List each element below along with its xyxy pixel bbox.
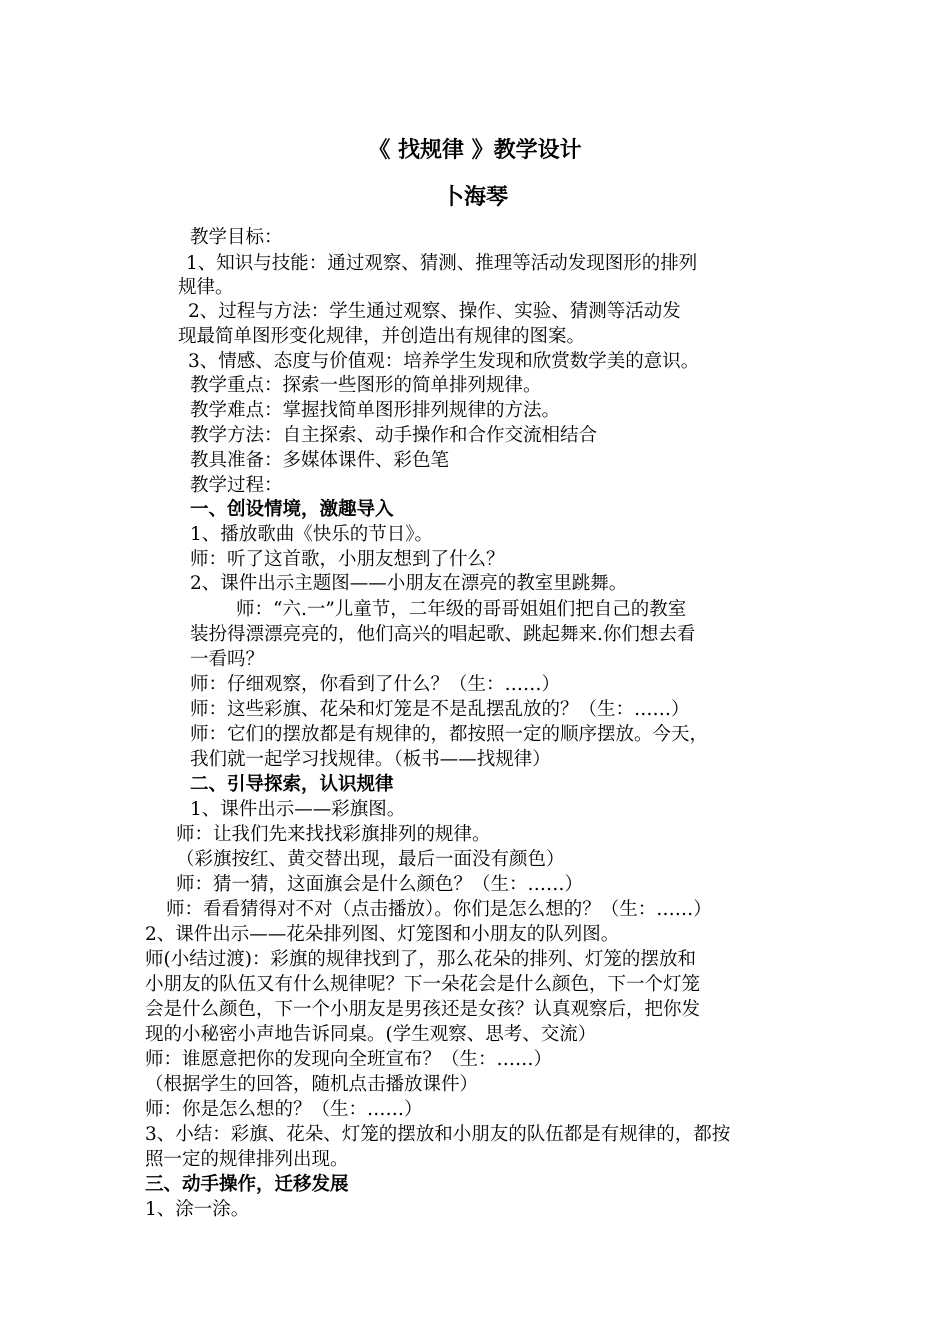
text-line: 规律。 <box>178 277 234 298</box>
section-heading: 三、动手操作，迁移发展 <box>145 1174 349 1195</box>
text-line: 会是什么颜色，下一个小朋友是男孩还是女孩？认真观察后，把你发 <box>145 999 701 1020</box>
text-line: 教学难点：掌握找简单图形排列规律的方法。 <box>190 400 561 421</box>
text-line: 师：看看猜得对不对（点击播放）。你们是怎么想的？（生：……） <box>166 899 712 920</box>
text-line: 师：它们的摆放都是有规律的，都按照一定的顺序摆放。今天， <box>190 724 709 745</box>
text-line: 师：猜一猜，这面旗会是什么颜色？（生：……） <box>176 874 584 895</box>
text-line: 照一定的规律排列出现。 <box>145 1149 349 1170</box>
text-line: 师：让我们先来找找彩旗排列的规律。 <box>176 824 491 845</box>
text-line: 师：谁愿意把你的发现向全班宣布？（生：……） <box>145 1049 553 1070</box>
text-line: 小朋友的队伍又有什么规律呢？下一朵花会是什么颜色，下一个灯笼 <box>145 974 701 995</box>
text-line: 教具准备：多媒体课件、彩色笔 <box>190 450 450 471</box>
text-line: 2、过程与方法：学生通过观察、操作、实验、猜测等活动发 <box>188 301 681 322</box>
text-line: 教学重点：探索一些图形的简单排列规律。 <box>190 375 542 396</box>
text-line: 师：这些彩旗、花朵和灯笼是不是乱摆乱放的？（生：……） <box>190 699 690 720</box>
text-line: 装扮得漂漂亮亮的，他们高兴的唱起歌、跳起舞来.你们想去看 <box>190 624 696 645</box>
text-line: 现的小秘密小声地告诉同桌。(学生观察、思考、交流） <box>145 1024 597 1045</box>
text-line: 教学目标： <box>190 227 283 248</box>
text-line: 1、课件出示——彩旗图。 <box>190 799 406 820</box>
text-line: 师：“六.一”儿童节，二年级的哥哥姐姐们把自己的教室 <box>236 599 687 620</box>
text-line: 1、涂一涂。 <box>145 1199 250 1220</box>
text-line: 师：仔细观察，你看到了什么？（生：……） <box>190 674 561 695</box>
text-line: 2、课件出示——花朵排列图、灯笼图和小朋友的队列图。 <box>145 924 620 945</box>
text-line: 我们就一起学习找规律。（板书——找规律） <box>190 749 551 770</box>
text-line: 师：听了这首歌，小朋友想到了什么？ <box>190 549 505 570</box>
text-line: 2、课件出示主题图——小朋友在漂亮的教室里跳舞。 <box>190 573 628 594</box>
text-line: （根据学生的回答，随机点击播放课件） <box>145 1074 479 1095</box>
text-line: 现最简单图形变化规律，并创造出有规律的图案。 <box>178 326 586 347</box>
text-line: 教学过程： <box>190 475 283 496</box>
text-line: 教学方法：自主探索、动手操作和合作交流相结合 <box>190 425 598 446</box>
text-line: 师：你是怎么想的？（生：……） <box>145 1099 423 1120</box>
document-title: 《 找规律 》教学设计 <box>368 138 582 163</box>
text-line: 3、情感、态度与价值观：培养学生发现和欣赏数学美的意识。 <box>188 351 700 372</box>
text-line: 3、小结：彩旗、花朵、灯笼的摆放和小朋友的队伍都是有规律的，都按 <box>145 1124 731 1145</box>
text-line: 1、知识与技能：通过观察、猜测、推理等活动发现图形的排列 <box>186 253 698 274</box>
text-line: 1、播放歌曲《快乐的节日》。 <box>190 524 434 545</box>
text-line: （彩旗按红、黄交替出现，最后一面没有颜色） <box>176 849 565 870</box>
section-heading: 二、引导探索，认识规律 <box>190 774 394 795</box>
text-line: 师(小结过渡)：彩旗的规律找到了，那么花朵的排列、灯笼的摆放和 <box>145 949 696 970</box>
document-author: 卜海琴 <box>441 185 508 210</box>
section-heading: 一、创设情境，激趣导入 <box>190 499 394 520</box>
text-line: 一看吗？ <box>190 649 265 670</box>
